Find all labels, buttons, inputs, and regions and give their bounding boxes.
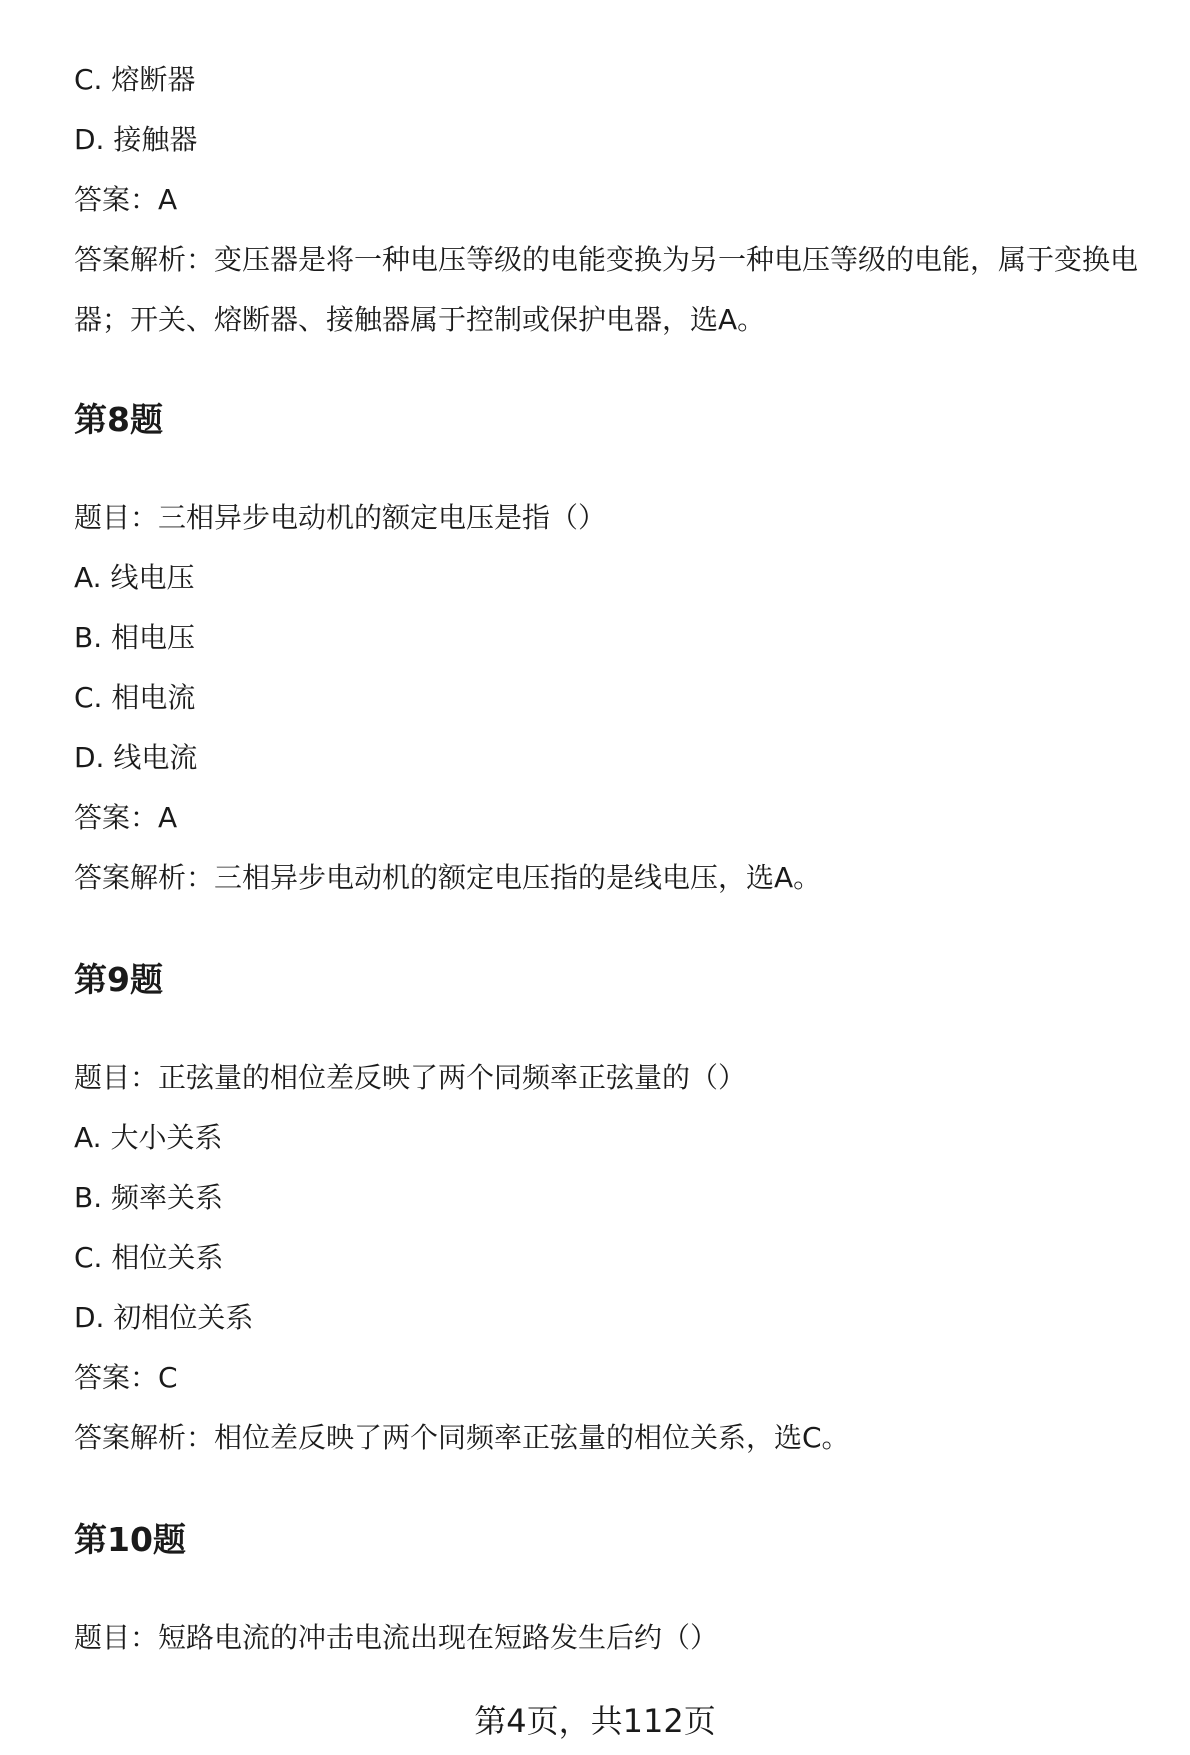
q8-analysis: 答案解析：三相异步电动机的额定电压指的是线电压，选A。: [74, 861, 822, 894]
q7-answer: 答案：A: [74, 183, 178, 216]
page-number-footer: 第4页，共112页: [474, 1702, 716, 1740]
q8-answer: 答案：A: [74, 801, 178, 834]
q9-heading: 第9题: [74, 960, 163, 999]
q10-heading: 第10题: [74, 1520, 186, 1559]
q9-question: 题目：正弦量的相位差反映了两个同频率正弦量的（）: [74, 1061, 747, 1094]
q8-question: 题目：三相异步电动机的额定电压是指（）: [74, 501, 607, 534]
q8-option-c: C. 相电流: [74, 681, 196, 714]
q8-heading: 第8题: [74, 400, 163, 439]
q9-option-b: B. 频率关系: [74, 1181, 224, 1214]
q10-question: 题目：短路电流的冲击电流出现在短路发生后约（）: [74, 1621, 719, 1654]
q9-option-d: D. 初相位关系: [74, 1301, 254, 1334]
q9-option-a: A. 大小关系: [74, 1121, 223, 1154]
q7-analysis: 答案解析：变压器是将一种电压等级的电能变换为另一种电压等级的电能，属于变换电器；开关、熔断器、接触器属于控制或保护电器，选A。: [74, 243, 1139, 336]
q9-answer: 答案：C: [74, 1361, 178, 1394]
q9-option-c: C. 相位关系: [74, 1241, 224, 1274]
q8-option-b: B. 相电压: [74, 621, 196, 654]
q8-option-a: A. 线电压: [74, 561, 195, 594]
q8-option-d: D. 线电流: [74, 741, 198, 774]
q7-option-c: C. 熔断器: [74, 63, 196, 96]
q9-analysis: 答案解析：相位差反映了两个同频率正弦量的相位关系，选C。: [74, 1421, 850, 1454]
q7-option-d: D. 接触器: [74, 123, 198, 156]
